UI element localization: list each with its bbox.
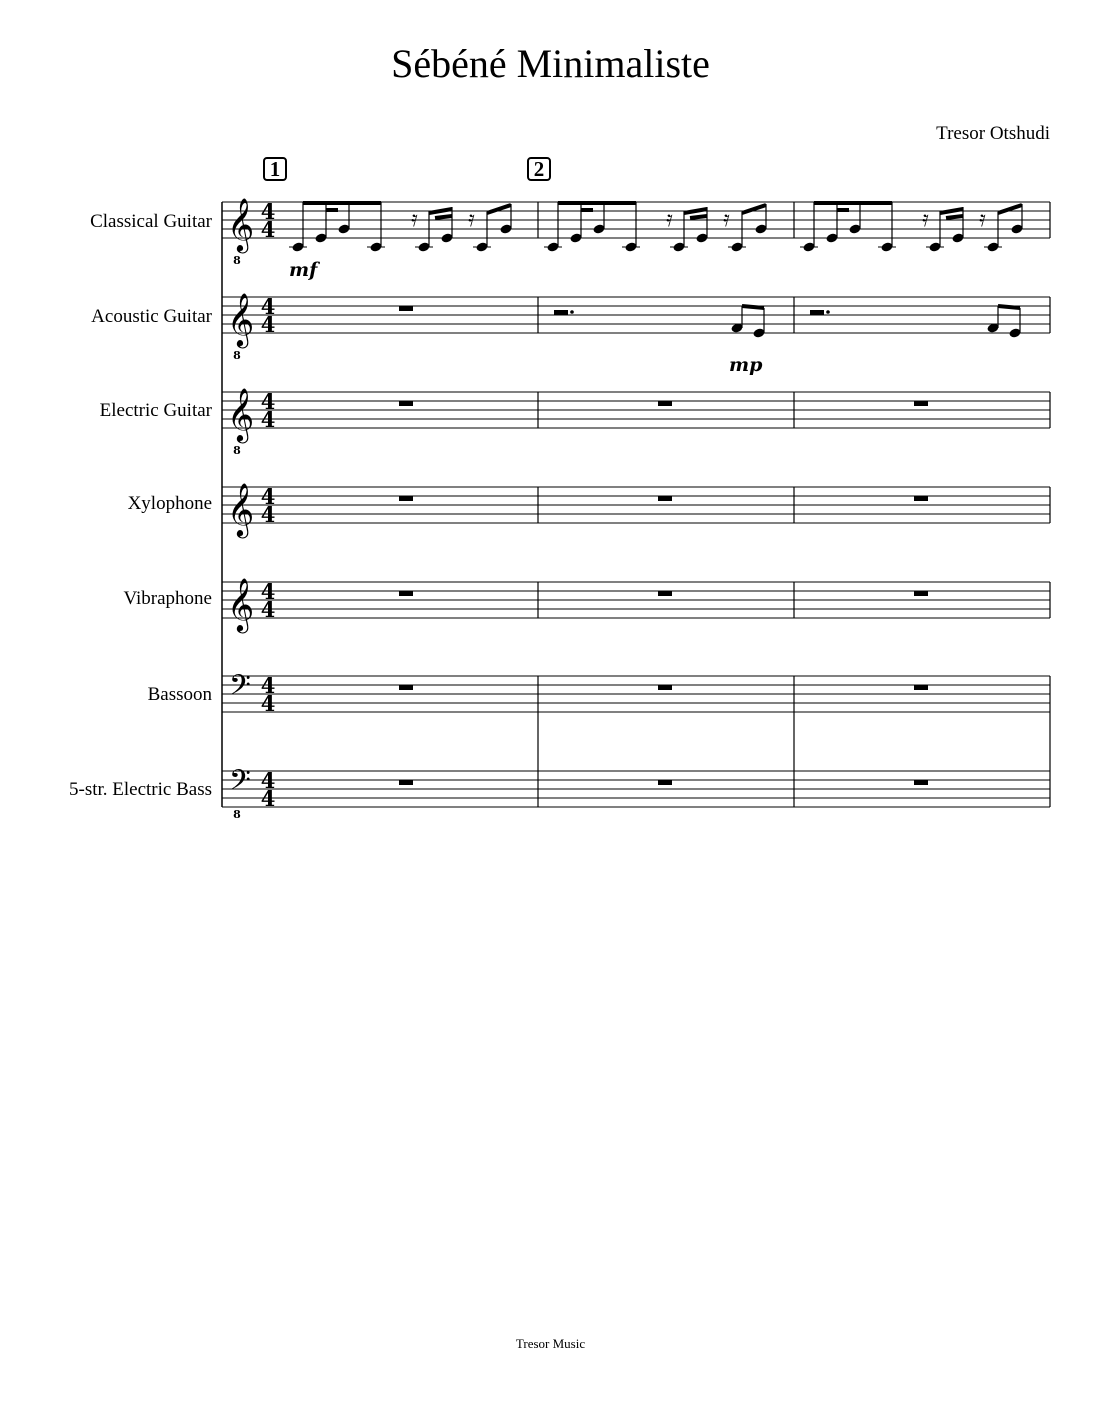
time-signature-bottom: 4 [260,407,276,432]
note-beam [429,209,452,213]
dynamic-mp: mp [729,354,763,376]
staff-5 [222,582,1050,618]
instrument-label-bassoon: Bassoon [147,684,212,705]
whole-rest [658,496,672,501]
instrument-label-classical-guitar: Classical Guitar [90,211,212,232]
time-signature-top: 4 [260,579,276,604]
whole-rest [914,591,928,596]
time-signature-bottom: 4 [260,691,276,716]
time-signature-top: 4 [260,389,276,414]
time-signature-bottom: 4 [260,502,276,527]
note-beam [487,205,511,213]
sixteenth-rest-icon: 𝄿 [723,207,730,232]
treble-clef-icon: 𝄞 [227,292,255,346]
bass-clef-icon: 𝄢 [229,669,251,709]
dynamic-mf: mf [289,259,318,281]
staff-7 [222,771,1050,807]
note-beam [742,205,766,213]
treble-clef-icon: 𝄞 [227,197,255,251]
treble-clef-icon: 𝄞 [227,482,255,536]
note-beam [684,209,707,213]
whole-rest [658,685,672,690]
rehearsal-mark-1: 1 [263,157,287,181]
dotted-half-rest [810,310,824,315]
note-beam [940,209,963,213]
whole-rest [914,780,928,785]
whole-rest [658,780,672,785]
sixteenth-rest-icon: 𝄿 [979,207,986,232]
composer-name: Tresor Otshudi [936,123,1050,144]
note-beam [435,216,452,218]
time-signature-bottom: 4 [260,786,276,811]
whole-rest [399,780,413,785]
note-beam [742,306,764,308]
sixteenth-rest-icon: 𝄿 [411,207,418,232]
rehearsal-mark-2: 2 [527,157,551,181]
note-beam [946,216,963,218]
whole-rest [914,401,928,406]
footer-credit: Tresor Music [515,1336,586,1351]
whole-rest [914,496,928,501]
octave-mark: 8 [233,349,241,362]
octave-mark: 8 [233,254,241,267]
whole-rest [914,685,928,690]
sixteenth-rest-icon: 𝄿 [922,207,929,232]
instrument-label-xylophone: Xylophone [127,493,212,514]
staff-4 [222,487,1050,523]
time-signature-bottom: 4 [260,597,276,622]
instrument-label-vibraphone: Vibraphone [123,588,212,609]
sixteenth-rest-icon: 𝄿 [666,207,673,232]
instrument-label-electric-bass: 5-str. Electric Bass [69,779,212,800]
note-beam [690,216,707,218]
whole-rest [658,591,672,596]
whole-rest [399,496,413,501]
treble-clef-icon: 𝄞 [227,387,255,441]
time-signature-top: 4 [260,294,276,319]
time-signature-bottom: 4 [260,217,276,242]
note-beam [998,205,1022,213]
octave-mark: 8 [233,444,241,457]
whole-rest [399,591,413,596]
note-beam [998,306,1020,308]
time-signature-top: 4 [260,484,276,509]
rest-dot [826,310,830,314]
dotted-half-rest [554,310,568,315]
time-signature-top: 4 [260,673,276,698]
rest-dot [570,310,574,314]
whole-rest [399,401,413,406]
staff-3 [222,392,1050,428]
time-signature-top: 4 [260,199,276,224]
octave-mark: 8 [233,808,241,821]
sixteenth-rest-icon: 𝄿 [468,207,475,232]
staff-6 [222,676,1050,712]
score-title: Sébéné Minimaliste [391,41,710,86]
time-signature-top: 4 [260,768,276,793]
whole-rest [399,685,413,690]
whole-rest [399,306,413,311]
instrument-label-acoustic-guitar: Acoustic Guitar [91,306,212,327]
whole-rest [658,401,672,406]
time-signature-bottom: 4 [260,312,276,337]
bass-clef-icon: 𝄢 [229,764,251,804]
treble-clef-icon: 𝄞 [227,577,255,631]
instrument-label-electric-guitar: Electric Guitar [99,400,212,421]
staff-2 [222,297,1050,333]
